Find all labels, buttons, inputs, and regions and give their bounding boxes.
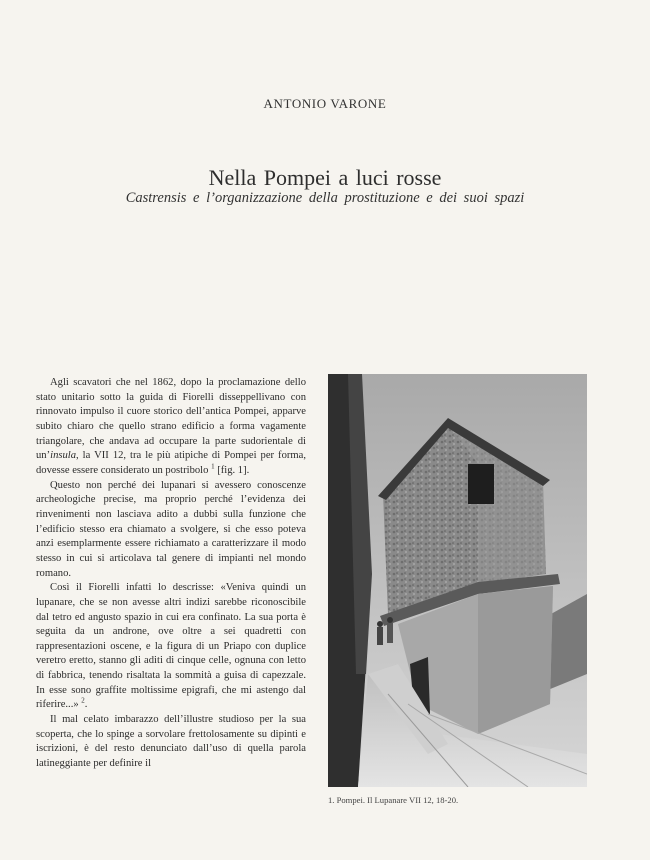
author-name: ANTONIO VARONE: [263, 96, 387, 111]
lupanare-photo-illustration: [328, 374, 587, 787]
footnote-ref-2[interactable]: 2: [81, 696, 85, 705]
body-text: [36, 376, 306, 772]
paragraph-1-text-c: [fig. 1].: [214, 464, 250, 476]
paragraph-3-text-c: .: [84, 699, 88, 711]
italic-insula: insula: [50, 450, 77, 462]
paragraph-3: [36, 581, 306, 713]
paragraph-4: Il mal celato imbarazzo dell’illustre studioso per la sua scoperta, che lo spinge a sorvolare frettolosamente su dipinti e iscrizioni, è del resto denunciato dall’uso di quella parola latineggiante per definire il: [36, 714, 306, 770]
paragraph-1: [36, 376, 306, 479]
paragraph-3-text-a: Così il Fiorelli infatti lo descrisse: «Veniva quindi un lupanare, che se non avesse altri indizi sarebbe riconoscibile dal tetro ed angusto spazio in cui era confinato. La sua porta è seguita da un androne, ove oltre a sei quadretti con rappresentazioni oscene, e la figura di un Priapo con duplice veretro eretto, stanno gli aditi di cinque celle, ognuna con letto di fabbrica, tenendo risaltata la sommità a guisa di capezzale. In esse sono graffite moltissime epigrafi, che mi astengo dal riferire...»: [36, 582, 306, 711]
figure-caption: 1. Pompei. Il Lupanare VII 12, 18-20.: [328, 795, 459, 805]
article-title: Nella Pompei a luci rosse: [208, 165, 442, 190]
figure-photo-lupanare: [328, 374, 587, 787]
paragraph-1-text-b: , la VII 12, tra le più atipiche di Pompei per forma, dovesse essere considerato un postribolo: [36, 450, 306, 476]
paragraph-2: Questo non perché dei lupanari si avessero conoscenze archeologiche precise, ma proprio perché l’evidenza dei rinvenimenti non lasciava adito a dubbi sulla funzione che l’edificio stesso era chiamato a svolgere, si che esso poteva anzi esemplarmente essere richiamato a caratterizzare il modo stesso in cui si articolava tal genere di impianti nel mondo romano.: [36, 479, 306, 579]
footnote-ref-1[interactable]: 1: [211, 462, 215, 471]
article-subtitle: Castrensis e l’organizzazione della prostituzione e dei suoi spazi: [125, 190, 525, 206]
paragraph-1-text-a: Agli scavatori che nel 1862, dopo la proclamazione dello stato unitario sotto la guida di Fiorelli disseppellivano con rinnovato impulso il cuore storico dell’antica Pompei, apparve subito chiaro che quello strano edificio a forma vagamente triangolare, che andava ad occupare la parte sudorientale di un’: [36, 377, 306, 462]
